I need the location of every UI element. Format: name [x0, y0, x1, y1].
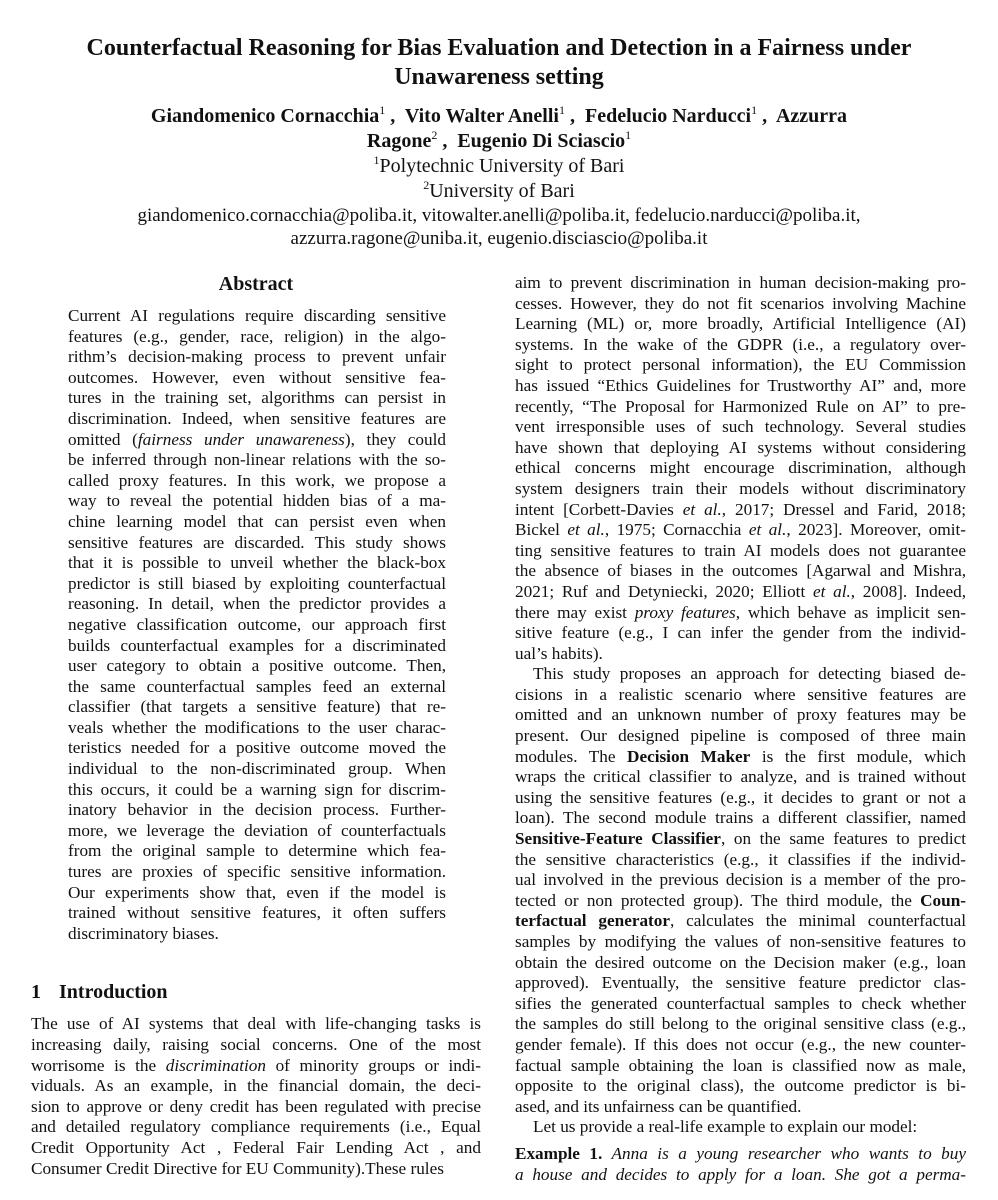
text-line: has issued “Ethics Guidelines for Trustworthy AI” and, more — [515, 375, 966, 395]
right-column — [515, 273, 966, 1185]
emphasis: proxy features — [634, 602, 736, 622]
text-line: tures are proxies of specific sensitive information. — [68, 862, 446, 882]
text-line: ethical concerns might encourage discrimination, although — [515, 458, 966, 478]
text-line: outcomes. However, even without sensitive fea- — [68, 367, 446, 387]
emphasis: Sensitive-Feature Classifier — [515, 829, 721, 849]
author-name: Eugenio Di Sciascio — [457, 130, 626, 152]
text-line: more, we leverage the deviation of counterfactuals — [68, 820, 446, 840]
text-line: sight to protect personal information), the EU Commission — [515, 355, 966, 375]
text-line: 2021; Ruf and Detyniecki, 2020; Elliott et al., 2008]. Indeed, — [515, 581, 966, 601]
text-line: negative classification outcome, our approach first — [68, 614, 446, 634]
text-line: terfactual generator, calculates the minimal counterfactual — [515, 911, 966, 931]
text-line: the same counterfactual samples feed an external — [68, 676, 446, 696]
emphasis: discrimination — [165, 1055, 266, 1075]
approach-paragraph — [515, 664, 966, 1117]
author-list — [0, 104, 998, 154]
example-line: Example 1. Anna is a young researcher who wants to buy — [515, 1143, 966, 1163]
emphasis: fairness under unawareness — [137, 429, 345, 449]
text-line: samples by modifying the values of non-sensitive features to — [515, 932, 966, 951]
text-line: rithm’s decision-making process to prevent unfair — [68, 347, 446, 367]
author-name: Giandomenico Cornacchia — [150, 105, 380, 127]
introduction-paragraph — [31, 1014, 481, 1179]
intro-paragraph-continued — [515, 273, 966, 664]
text-line: discrimination. Indeed, when sensitive features are — [68, 408, 446, 428]
text-line: this occurs, it could be a warning sign for discrim- — [68, 779, 446, 799]
author-affil-sup: 1 — [751, 103, 758, 117]
text-line: there may exist proxy features, which behave as implicit sen- — [515, 602, 967, 622]
text-line: wraps the critical classifier to analyze, and is trained without — [515, 767, 966, 787]
text-line: that it is possible to unveil whether the black-box — [68, 553, 446, 573]
text-line: tected or non protected group). The third module, the Coun- — [515, 890, 966, 910]
emphasis: et al. — [748, 520, 787, 540]
text-line: individual to the non-discriminated group. When — [68, 759, 446, 779]
text-line: have shown that deploying AI systems without considering — [515, 437, 966, 457]
text-line: discriminatory biases. — [68, 923, 219, 943]
left-column — [31, 270, 481, 1179]
text-line: loan). The second module trains a different classifier, named — [515, 808, 966, 828]
text-line: chine learning model that can persist even when — [68, 511, 446, 531]
text-line: gender female). If this does not occur (e.g., the new counter- — [515, 1034, 966, 1054]
affiliation: $^1$Polytechnic University of Bari — [373, 153, 625, 177]
text-line: reasoning. In detail, when the predictor provides a — [68, 594, 446, 614]
emphasis: terfactual generator — [515, 911, 670, 931]
emphasis: Coun- — [920, 890, 966, 910]
text-line: tures in the training set, algorithms can persist in — [68, 388, 446, 408]
text-line: user category to obtain a positive outcome. Then, — [68, 656, 446, 676]
text-line: the sensitive characteristics (e.g., it classifies if the individ- — [515, 849, 966, 869]
text-line: Current AI regulations require discarding sensitive — [68, 306, 446, 325]
text-line: builds counterfactual examples for a discriminated — [68, 635, 446, 655]
text-line: trained without sensitive features, it often suffers — [68, 903, 446, 923]
text-line: Our experiments show that, even if the model is — [68, 882, 446, 902]
text-line: ual’s habits). — [515, 643, 603, 663]
text-line: omitted (fairness under unawareness), they could — [68, 429, 446, 449]
emphasis: et al. — [682, 499, 722, 519]
text-line: sion to approve or deny credit has been regulated with precise — [31, 1096, 481, 1116]
text-line: features (e.g., gender, race, religion) in the algo- — [68, 326, 446, 346]
text-line: factual sample obtaining the loan is classified now as male, — [515, 1055, 966, 1075]
text-line: teristics needed for a positive outcome moved the — [68, 738, 446, 758]
author-name: Fedelucio Narducci — [584, 105, 752, 127]
text-line: recently, “The Proposal for Harmonized Rule on AI” to pre- — [515, 396, 966, 416]
author-name: Vito Walter Anelli — [404, 105, 559, 127]
text-line: sitive feature (e.g., I can infer the gender from the individ- — [515, 623, 966, 643]
text-line: classifier (that targets a sensitive feature) that re- — [68, 697, 446, 717]
text-line: sensitive features are discarded. This study shows — [68, 532, 446, 552]
text-line: worrisome is the discrimination of minority groups or indi- — [31, 1055, 481, 1075]
text-line: This study proposes an approach for detecting biased de- — [533, 664, 966, 684]
author-affil-sup: 1 — [625, 128, 632, 142]
text-line: using the sensitive features (e.g., it decides to grant or not a — [515, 787, 966, 807]
text-line: viduals. As an example, in the financial domain, the deci- — [31, 1076, 481, 1096]
text-line: from the original sample to determine which fea- — [68, 841, 446, 861]
text-line: system designers train their models without discriminatory — [515, 478, 966, 498]
author-name: Ragone — [366, 130, 432, 152]
text-line: vent irresponsible uses of such technology. Several studies — [515, 417, 966, 437]
text-line: predictor is still biased by exploiting counterfactual — [68, 573, 446, 593]
text-line: the absence of biases in the outcomes [Agarwal and Mishra, — [515, 561, 966, 581]
abstract-body — [68, 306, 446, 944]
text-line: intent [Corbett-Davies et al., 2017; Dressel and Farid, 2018; — [515, 499, 966, 519]
text-line: veals whether the modifications to the user charac- — [68, 717, 446, 737]
author-name: Azzurra — [775, 105, 848, 127]
paper-header — [0, 34, 998, 250]
text-line: be inferred through non-linear relations with the so- — [68, 450, 446, 470]
text-line: ased, and its unfairness can be quantified. — [515, 1096, 802, 1116]
paper-title: Counterfactual Reasoning for Bias Evaluation and Detection in a Fairness under Unawareness setting — [86, 35, 912, 90]
text-line: Bickel et al., 1975; Cornacchia et al., 2023]. Moreover, omit- — [515, 520, 966, 540]
text-line: Credit Opportunity Act , Federal Fair Lending Act , and — [31, 1137, 481, 1157]
example-block — [515, 1144, 966, 1185]
text-line: The use of AI systems that deal with life-changing tasks is — [31, 1014, 481, 1034]
text-line: ting sensitive features to train AI models does not guarantee — [515, 540, 966, 560]
example-line: a house and decides to apply for a loan. She got a perma- — [515, 1164, 966, 1184]
author-affil-sup: 1 — [379, 103, 386, 117]
text-line: called proxy features. In this work, we propose a — [68, 470, 446, 490]
abstract-heading: Abstract — [218, 273, 294, 295]
text-line: Sensitive-Feature Classifier, on the same features to predict — [515, 829, 967, 849]
text-line: modules. The Decision Maker is the first module, which — [515, 746, 967, 766]
section-number: 1 — [31, 981, 41, 1004]
section-heading-introduction — [31, 980, 481, 1004]
example-label: Example 1. — [515, 1143, 603, 1163]
author-line-1: Giandomenico Cornacchia$^1$ , Vito Walter Anelli$^1$ , Fedelucio Narducci$^1$ , Azzurra — [150, 103, 848, 127]
text-line: present. Our designed pipeline is composed of three main — [515, 726, 966, 746]
text-line: cesses. However, they do not fit scenarios involving Machine — [515, 293, 966, 313]
author-affil-sup: 1 — [558, 103, 565, 117]
author-affil-sup: 2 — [431, 128, 438, 142]
affiliation: $^2$University of Bari — [423, 178, 575, 202]
author-emails: giandomenico.cornacchia@poliba.it, vitowalter.anelli@poliba.it, fedelucio.narducci@poliba.it, azzurra.ragone@uniba.it, eugenio.disciascio@poliba.it — [137, 205, 861, 249]
text-line: Learning (ML) or, more broadly, Artificial Intelligence (AI) — [515, 314, 966, 334]
text-line: ual involved in the previous decision is a member of the pro- — [515, 870, 966, 890]
text-line: way to reveal the potential hidden bias of a ma- — [68, 491, 446, 511]
text-line: opposite to the original class), the outcome predictor is bi- — [515, 1076, 966, 1096]
text-line: increasing daily, raising social concerns. One of the most — [31, 1035, 481, 1054]
text-line: cisions in a realistic scenario where sensitive features are — [515, 684, 966, 704]
text-line: the samples do still belong to the original sensitive class (e.g., — [515, 1014, 966, 1034]
text-line: systems. In the wake of the GDPR (i.e., a regulatory over- — [515, 334, 966, 354]
text-line: approved). Eventually, the sensitive feature predictor clas- — [515, 973, 966, 993]
text-line: omitted and an unknown number of proxy features may be — [515, 705, 966, 725]
text-line: and detailed regulatory compliance requirements (i.e., Equal — [31, 1117, 481, 1137]
emphasis: et al. — [567, 520, 605, 540]
example-lead-in: Let us provide a real-life example to explain our model: — [533, 1117, 918, 1137]
author-line-2: Ragone$^2$ , Eugenio Di Sciascio$^1$ — [366, 128, 632, 152]
emphasis: et al. — [812, 581, 851, 601]
text-line: aim to prevent discrimination in human decision-making pro- — [515, 273, 966, 292]
text-line: obtain the desired outcome on the Decision maker (e.g., loan — [515, 952, 966, 972]
emphasis: Decision Maker — [627, 746, 751, 766]
section-title: Introduction — [59, 981, 168, 1004]
text-line: sifies the generated counterfactual samples to check whether — [515, 993, 966, 1013]
text-line: Consumer Credit Directive for EU Community).These rules — [31, 1158, 444, 1178]
text-line: inatory behavior in the decision process. Further- — [68, 800, 446, 820]
